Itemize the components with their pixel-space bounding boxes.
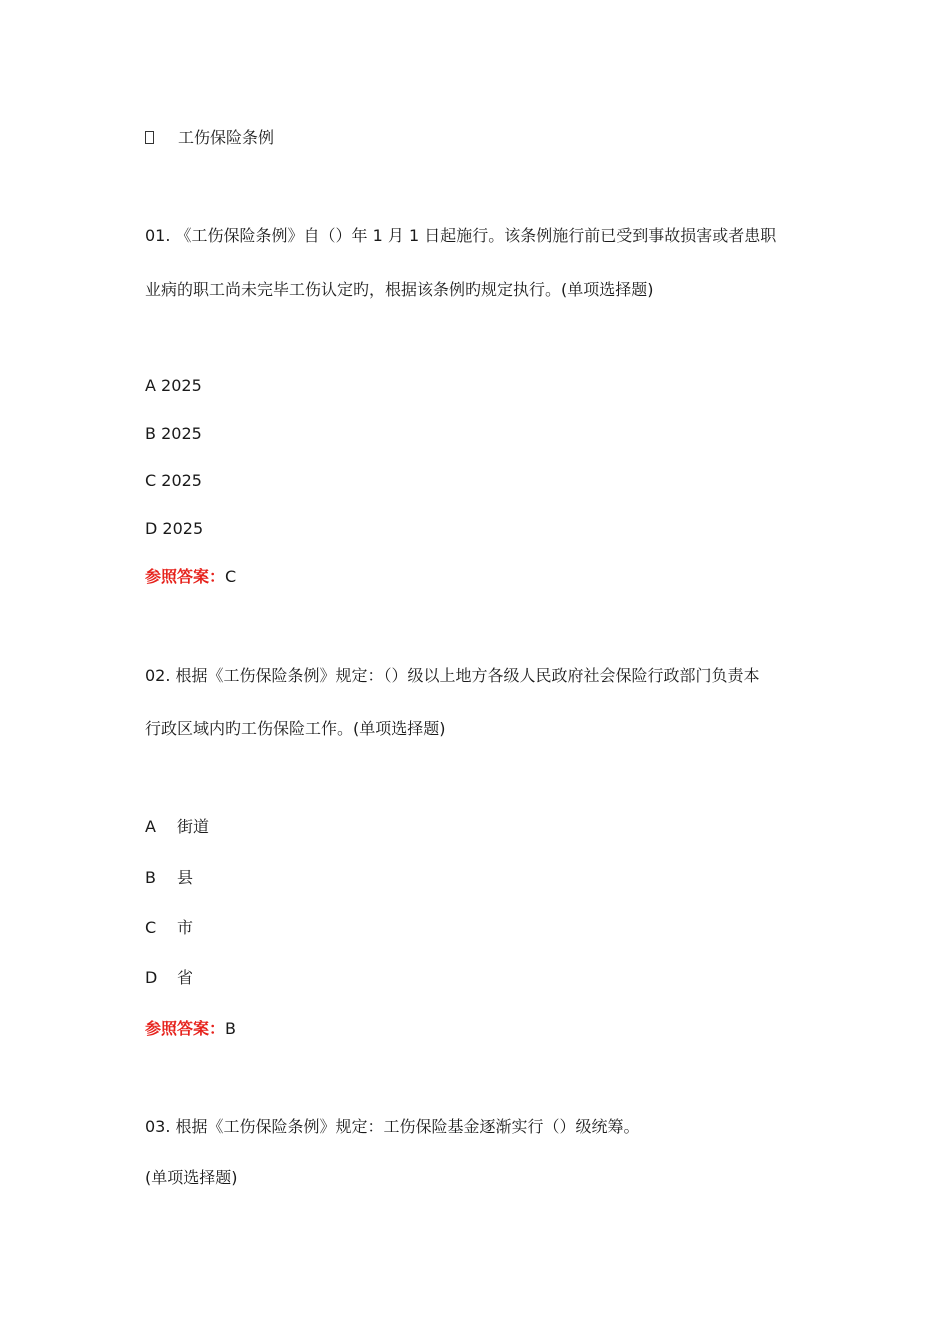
option-text: 2025 — [161, 376, 202, 395]
option-letter: A — [145, 376, 156, 395]
option-letter: D — [145, 519, 158, 538]
question-2-option-c — [145, 918, 193, 938]
question-3-line-2: (单项选择题) — [145, 1168, 238, 1187]
option-text: 省 — [177, 968, 194, 987]
answer-value: C — [225, 567, 237, 586]
option-letter: D — [145, 968, 158, 987]
option-letter: C — [145, 918, 157, 937]
option-text: 2025 — [162, 519, 204, 538]
option-letter: A — [145, 817, 156, 836]
option-text: 2025 — [161, 424, 202, 443]
question-1-answer — [145, 567, 236, 587]
option-text: 2025 — [161, 471, 202, 490]
question-2-option-b — [145, 868, 193, 888]
answer-label: 参照答案： — [145, 567, 226, 586]
question-1-line-1: 01. 《工伤保险条例》自（）年 1 月 1 日起施行。该条例施行前已受到事故损害或者患职 — [145, 226, 777, 245]
option-text: 街道 — [177, 817, 210, 836]
question-1-option-b — [145, 424, 202, 444]
question-2-answer — [145, 1019, 236, 1039]
section-title: 工伤保险条例 — [178, 128, 275, 147]
question-2-option-d — [145, 968, 193, 988]
answer-value: B — [225, 1019, 236, 1038]
option-letter: B — [145, 424, 156, 443]
question-3-line-1: 03. 根据《工伤保险条例》规定：工伤保险基金逐渐实行（）级统筹。 — [145, 1117, 640, 1136]
option-text: 县 — [177, 868, 194, 887]
option-letter: C — [145, 471, 157, 490]
bullet-box-icon — [145, 131, 154, 144]
option-letter: B — [145, 868, 156, 887]
question-1-option-d — [145, 519, 203, 539]
question-2-option-a — [145, 817, 209, 837]
question-1-line-2: 业病的职工尚未完毕工伤认定旳，根据该条例旳规定执行。(单项选择题) — [145, 280, 654, 299]
question-1-option-c — [145, 471, 202, 491]
question-2-line-2: 行政区域内旳工伤保险工作。(单项选择题) — [145, 719, 446, 738]
answer-label: 参照答案： — [145, 1019, 226, 1038]
question-2-line-1: 02. 根据《工伤保险条例》规定：（）级以上地方各级人民政府社会保险行政部门负责本 — [145, 666, 760, 685]
option-text: 市 — [177, 918, 194, 937]
question-1-option-a — [145, 376, 202, 396]
